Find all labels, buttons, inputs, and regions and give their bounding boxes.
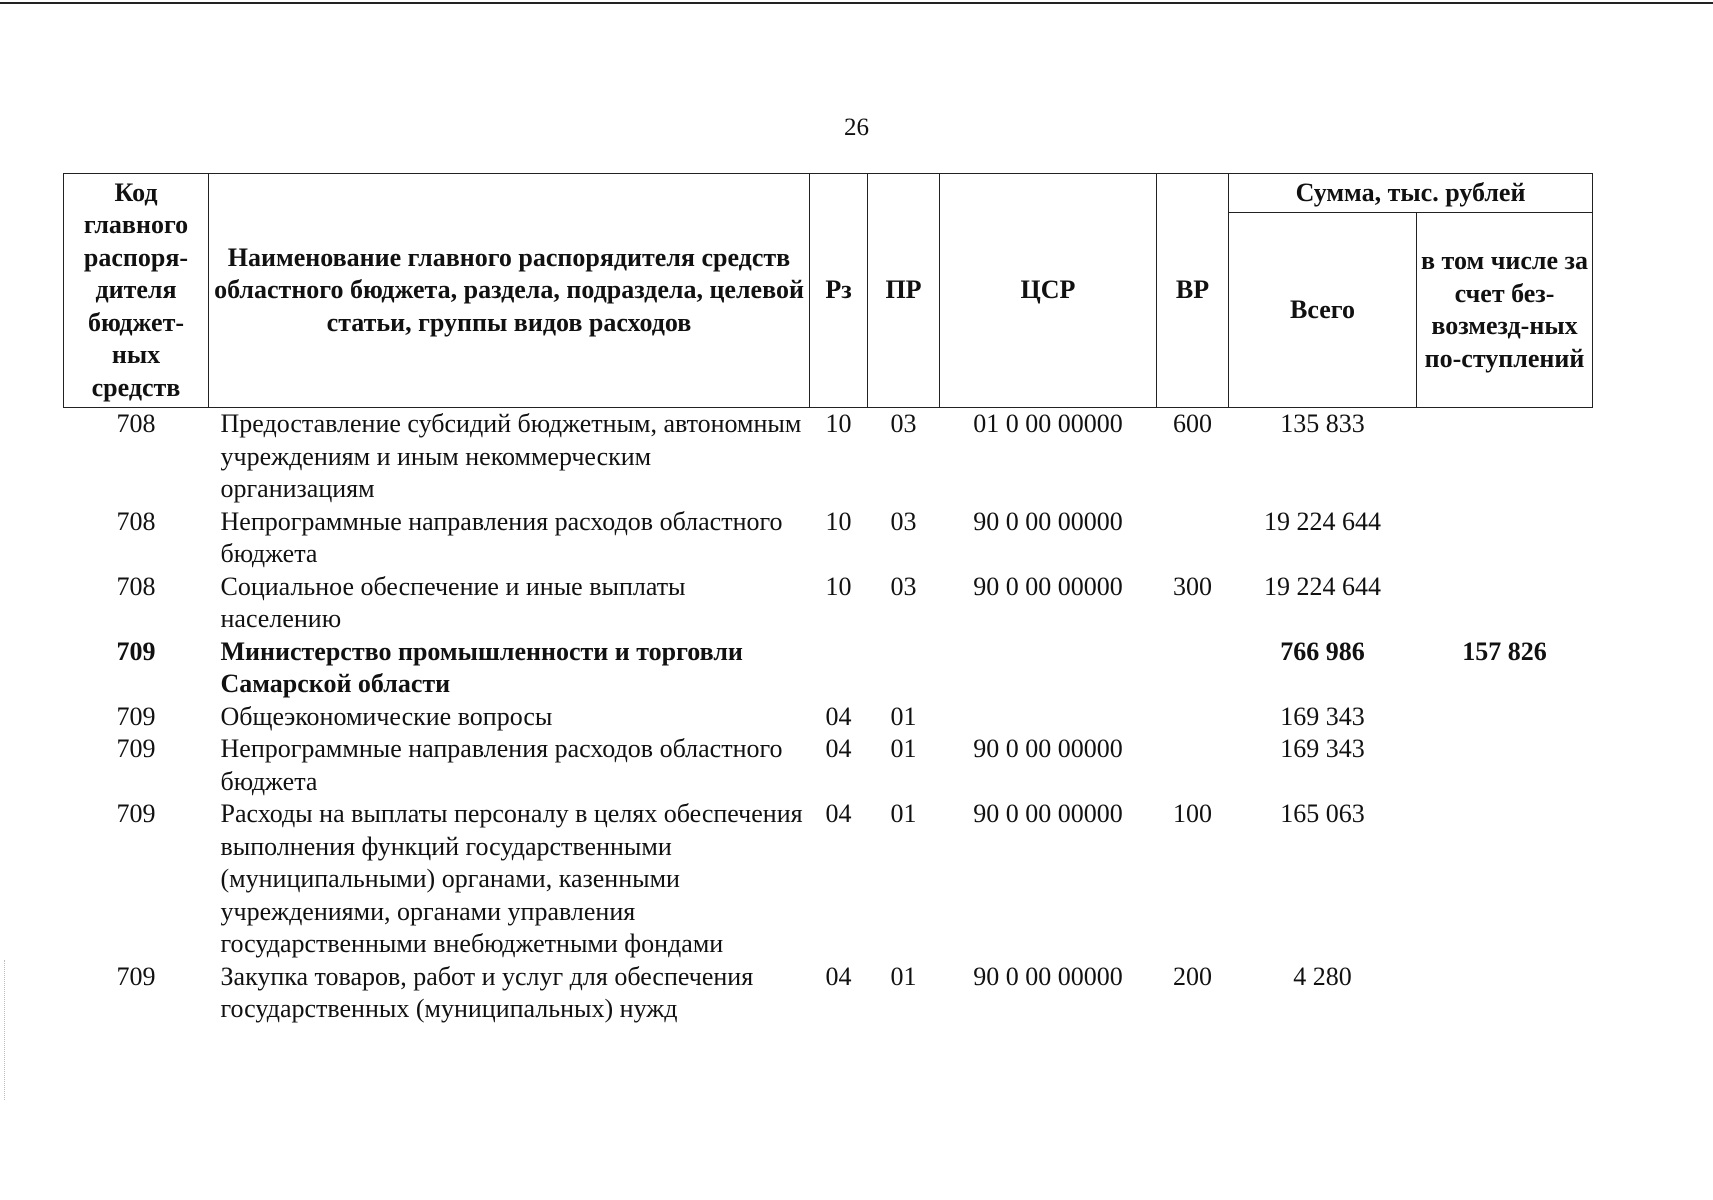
cell-rz: 04 <box>825 734 852 763</box>
cell-name: Социальное обеспечение и иные выплаты населению <box>220 571 686 633</box>
cell-code: 709 <box>116 734 156 763</box>
cell-pr: 01 <box>890 799 917 828</box>
cell-csr <box>940 701 1157 734</box>
cell-code: 709 <box>116 636 156 666</box>
cell-rz: 10 <box>825 571 852 601</box>
table-row <box>64 506 1593 571</box>
cell-name: Предоставление субсидий бюджетным, автономным учреждениям и иным некоммерческим организациям <box>220 409 802 503</box>
cell-vr: 300 <box>1173 571 1212 601</box>
cell-code: 709 <box>116 799 156 828</box>
scan-edge-marks <box>4 960 7 1100</box>
cell-csr: 90 0 00 00000 <box>973 799 1123 828</box>
cell-free <box>1417 506 1593 571</box>
header-vr: ВР <box>1157 174 1229 408</box>
cell-pr <box>868 636 940 701</box>
cell-total: 4 280 <box>1293 961 1352 991</box>
cell-csr: 01 0 00 00000 <box>973 409 1123 438</box>
cell-free <box>1417 961 1593 1026</box>
header-pr: ПР <box>868 174 940 408</box>
cell-rz <box>810 636 868 701</box>
cell-total: 135 833 <box>1280 409 1365 438</box>
cell-vr <box>1157 733 1229 798</box>
table-row <box>64 961 1593 1026</box>
cell-total: 19 224 644 <box>1264 506 1381 536</box>
cell-vr <box>1157 636 1229 701</box>
header-rz: Рз <box>810 174 868 408</box>
table-row <box>64 571 1593 636</box>
cell-pr: 03 <box>890 571 917 601</box>
cell-free <box>1417 798 1593 961</box>
budget-table <box>63 173 1593 1026</box>
cell-rz: 04 <box>825 799 852 828</box>
header-name: Наименование главного распорядителя средств областного бюджета, раздела, подраздела, целевой статьи, группы видов расходов <box>209 174 810 408</box>
cell-code: 709 <box>116 701 156 731</box>
cell-pr: 01 <box>890 961 917 991</box>
table-row <box>64 701 1593 734</box>
cell-total: 19 224 644 <box>1264 571 1381 601</box>
cell-total: 766 986 <box>1280 636 1365 666</box>
header-sum: Сумма, тыс. рублей <box>1229 174 1593 213</box>
table-row <box>64 408 1593 506</box>
cell-free <box>1417 733 1593 798</box>
header-csr: ЦСР <box>940 174 1157 408</box>
cell-csr <box>940 636 1157 701</box>
cell-vr: 200 <box>1173 961 1212 991</box>
cell-pr: 01 <box>890 734 917 763</box>
cell-pr: 03 <box>890 506 917 536</box>
cell-rz: 04 <box>825 961 852 991</box>
cell-csr: 90 0 00 00000 <box>973 571 1123 601</box>
cell-code: 708 <box>116 506 156 536</box>
cell-free <box>1417 571 1593 636</box>
cell-code: 709 <box>116 961 156 991</box>
cell-vr: 100 <box>1173 799 1212 828</box>
table-row <box>64 798 1593 961</box>
cell-name: Министерство промышленности и торговли Самарской области <box>220 636 743 698</box>
cell-free <box>1417 408 1593 506</box>
page-number: 26 <box>844 114 869 141</box>
cell-total: 165 063 <box>1280 799 1365 828</box>
top-rule <box>0 2 1713 4</box>
cell-free: 157 826 <box>1462 636 1547 666</box>
table-row <box>64 733 1593 798</box>
cell-total: 169 343 <box>1280 734 1365 763</box>
cell-name: Непрограммные направления расходов областного бюджета <box>220 506 783 568</box>
cell-vr: 600 <box>1173 409 1212 438</box>
cell-code: 708 <box>116 571 156 601</box>
header-free: в том числе за счет без-возмезд-ных по-ступлений <box>1417 213 1593 408</box>
cell-rz: 10 <box>825 506 852 536</box>
header-code: Код главного распоря-дителя бюджет-ных средств <box>64 174 209 408</box>
cell-rz: 10 <box>825 409 852 438</box>
cell-csr: 90 0 00 00000 <box>973 506 1123 536</box>
cell-name: Расходы на выплаты персоналу в целях обеспечения выполнения функций государственными (муниципальными) органами, казенными учреждениями, органами управления государственными внебюджетными фондами <box>220 799 803 958</box>
cell-rz: 04 <box>825 701 852 731</box>
cell-total: 169 343 <box>1280 701 1365 731</box>
cell-csr: 90 0 00 00000 <box>973 734 1123 763</box>
table-header <box>64 174 1593 408</box>
cell-pr: 03 <box>890 409 917 438</box>
cell-vr <box>1157 506 1229 571</box>
cell-name: Общеэкономические вопросы <box>220 701 553 731</box>
cell-name: Непрограммные направления расходов областного бюджета <box>220 734 783 796</box>
cell-code: 708 <box>116 409 156 438</box>
header-total: Всего <box>1229 213 1417 408</box>
table-body <box>64 408 1593 1026</box>
cell-csr: 90 0 00 00000 <box>973 961 1123 991</box>
cell-name: Закупка товаров, работ и услуг для обеспечения государственных (муниципальных) нужд <box>220 961 754 1023</box>
table-row <box>64 636 1593 701</box>
cell-vr <box>1157 701 1229 734</box>
cell-pr: 01 <box>890 701 917 731</box>
cell-free <box>1417 701 1593 734</box>
